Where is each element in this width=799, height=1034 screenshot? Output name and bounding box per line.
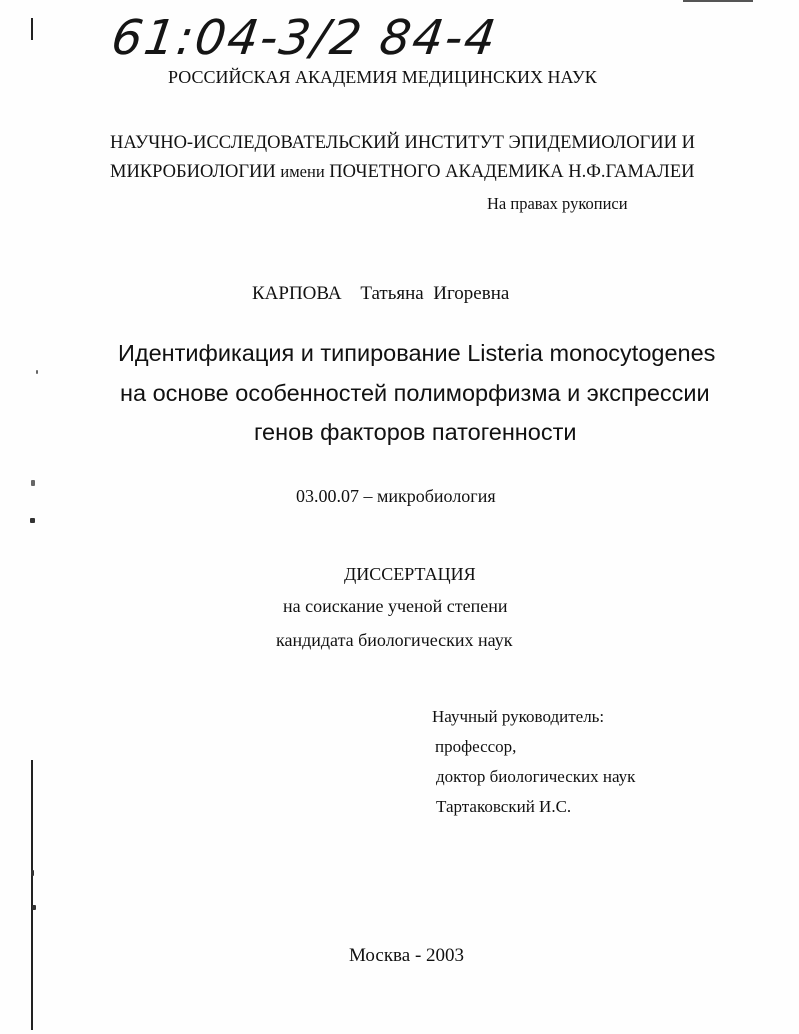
- degree-line-2: на соискание ученой степени: [283, 596, 508, 616]
- scan-speck: [31, 870, 34, 876]
- supervisor-rank: профессор,: [435, 737, 517, 756]
- scan-speck: [31, 480, 35, 486]
- academy-name: РОССИЙСКАЯ АКАДЕМИЯ МЕДИЦИНСКИХ НАУК: [168, 67, 597, 87]
- thesis-title-line-3: генов факторов патогенности: [254, 419, 577, 445]
- thesis-title-line-2: на основе особенностей полиморфизма и экспрессии: [120, 380, 710, 406]
- scan-speck: [32, 905, 36, 910]
- institute-line-2-part-c: ПОЧЕТНОГО АКАДЕМИКА Н.Ф.ГАМАЛЕИ: [329, 162, 695, 182]
- supervisor-name: Тартаковский И.С.: [436, 797, 572, 816]
- author-surname: КАРПОВА: [252, 283, 342, 304]
- author-name: [252, 283, 509, 305]
- author-given-names: Татьяна Игоревна: [360, 283, 510, 304]
- institute-line-1: НАУЧНО-ИССЛЕДОВАТЕЛЬСКИЙ ИНСТИТУТ ЭПИДЕМИОЛОГИИ И: [110, 133, 695, 153]
- scan-edge-line-top: [31, 18, 33, 40]
- scan-edge-line-bottom: [31, 760, 33, 1030]
- supervisor-label: Научный руководитель:: [432, 707, 605, 726]
- specialty-code: 03.00.07 – микробиология: [296, 486, 496, 506]
- institute-line-2-part-b: имени: [280, 162, 325, 181]
- handwritten-archive-code: 61:04-3/2 84-4: [108, 10, 502, 66]
- document-type: ДИССЕРТАЦИЯ: [344, 564, 476, 584]
- scan-speck: [30, 518, 35, 523]
- scan-speck: [36, 370, 38, 374]
- degree-line-3: кандидата биологических наук: [276, 630, 513, 650]
- thesis-title-line-1: Идентификация и типирование Listeria monocytogenes: [118, 340, 716, 366]
- manuscript-rights-note: На правах рукописи: [487, 194, 628, 213]
- supervisor-degree: доктор биологических наук: [436, 767, 636, 786]
- institute-line-2-part-a: МИКРОБИОЛОГИИ: [110, 162, 276, 182]
- institute-line-2: [110, 162, 695, 183]
- scan-top-mark: [683, 0, 753, 2]
- city-year: Москва - 2003: [349, 945, 465, 966]
